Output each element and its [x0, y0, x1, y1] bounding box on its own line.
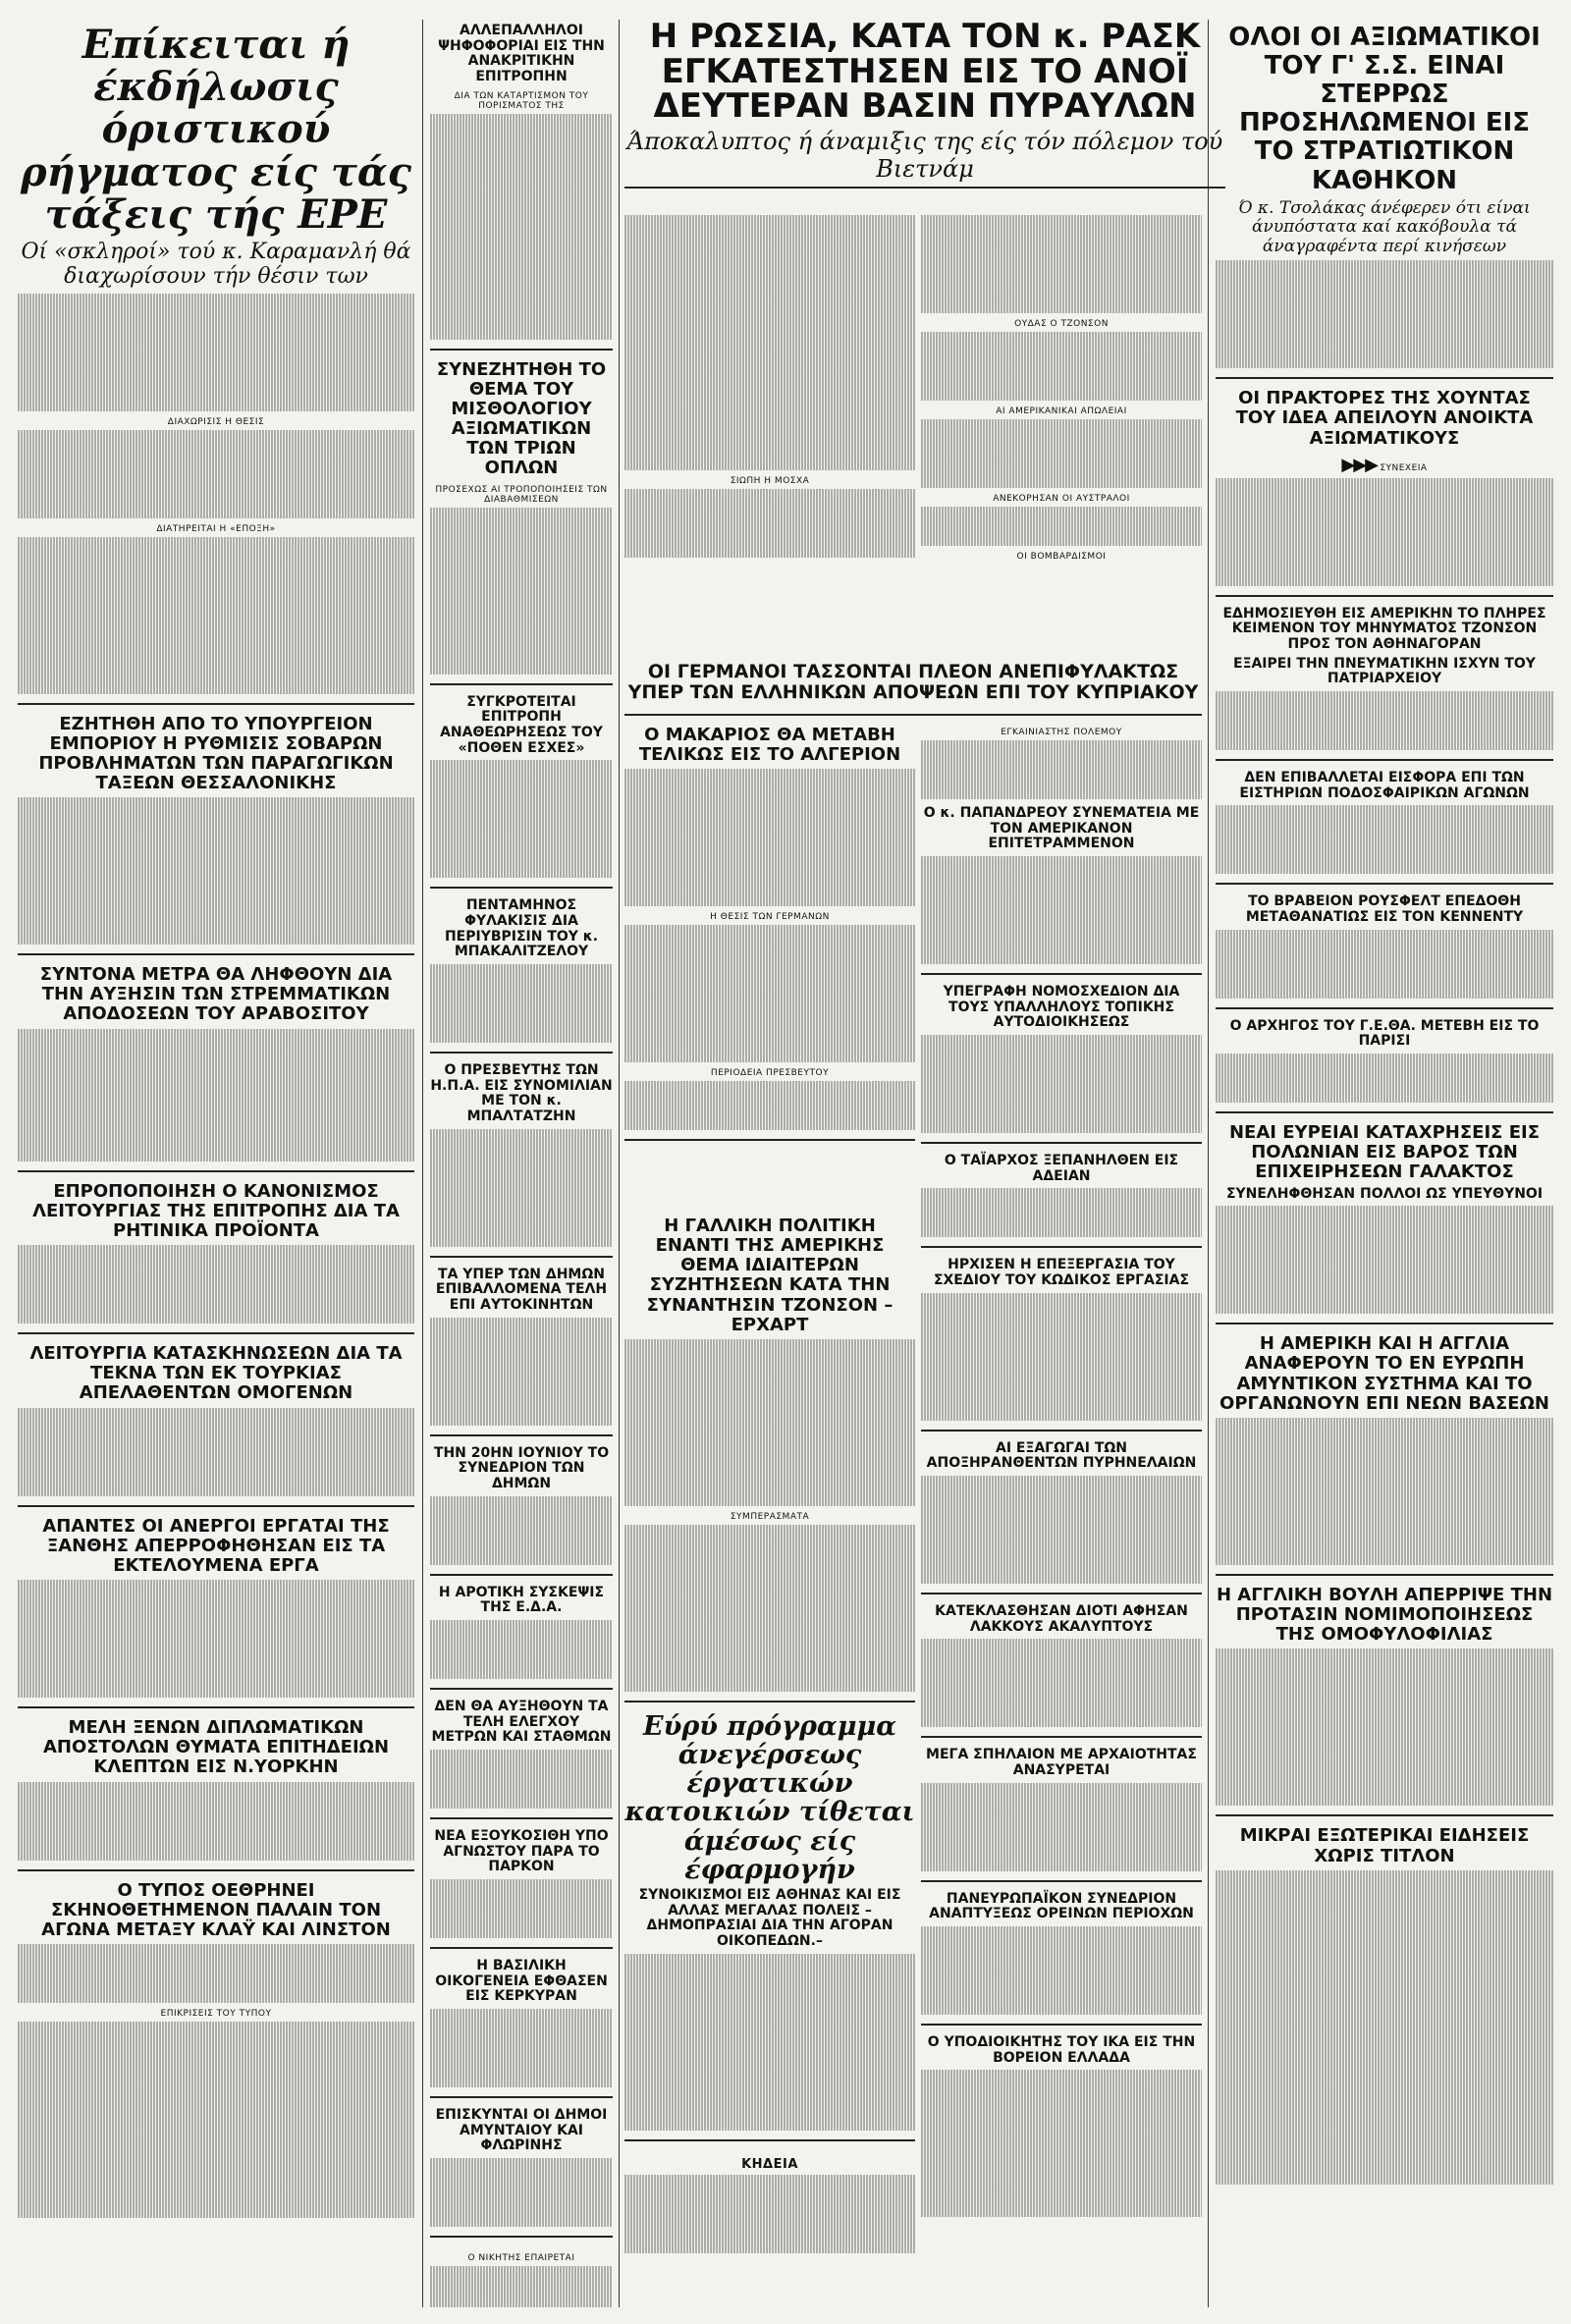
- article: [624, 1708, 915, 2141]
- article: [430, 1582, 613, 1690]
- body-text: [624, 925, 915, 1062]
- article-headline: ΕΠΙΣΚΥΝΤΑΙ ΟΙ ΔΗΜΟΙ ΑΜΥΝΤΑΙΟΥ ΚΑΙ ΦΛΩΡΙΝΗΣ: [435, 2107, 608, 2154]
- body-text: [430, 1318, 613, 1426]
- section-heading: ΠΡΟΣΕΧΩΣ ΑΙ ΤΡΟΠΟΠΟΙΗΣΕΙΣ ΤΩΝ ΔΙΑΒΑΘΜΙΣΕΩΝ: [435, 484, 608, 505]
- article: [624, 2147, 915, 2262]
- article-headline: Ο ΑΡΧΗΓΟΣ ΤΟΥ Γ.Ε.ΘΑ. ΜΕΤΕΒΗ ΕΙΣ ΤΟ ΠΑΡΙΣΙ: [1229, 1017, 1540, 1050]
- body-text: [430, 508, 613, 675]
- section-heading: Ο ΝΙΚΗΤΗΣ ΕΠΑΙΡΕΤΑΙ: [467, 2253, 575, 2264]
- body-text: [921, 332, 1202, 401]
- body-text: [430, 1750, 613, 1809]
- article-headline: ΕΔΗΜΟΣΙΕΥΘΗ ΕΙΣ ΑΜΕΡΙΚΗΝ ΤΟ ΠΛΗΡΕΣ ΚΕΙΜΕΝΟΝ ΤΟΥ ΜΗΝΥΜΑΤΟΣ ΤΖΟΝΣΟΝ ΠΡΟΣ ΤΟΝ ΑΘΗΝΑΓΟΡΑΝ: [1222, 605, 1546, 653]
- article-subheadline: ΕΞΑΙΡΕΙ ΤΗΝ ΠΝΕΥΜΑΤΙΚΗΝ ΙΣΧΥΝ ΤΟΥ ΠΑΤΡΙΑΡΧΕΙΟΥ: [1233, 655, 1536, 687]
- article-subheadline: Ό κ. Τσολάκας άνέφερεν ότι είναι άνυπόστατα καί κακόβουλα τά άναγραφέντα περί κινήσεων: [1238, 197, 1531, 256]
- article-headline: ΟΙ ΓΕΡΜΑΝΟΙ ΤΑΣΣΟΝΤΑΙ ΠΛΕΟΝ ΑΝΕΠΙΦΥΛΑΚΤΩΣ ΥΠΕΡ ΤΩΝ ΕΛΛΗΝΙΚΩΝ ΑΠΟΨΕΩΝ ΕΠΙ ΤΟΥ ΚΥΠΡΙΑΚΟΥ: [627, 661, 1199, 704]
- article-headline: ΔΕΝ ΘΑ ΑΥΞΗΘΟΥΝ ΤΑ ΤΕΛΗ ΕΛΕΓΧΟΥ ΜΕΤΡΩΝ ΚΑΙ ΣΤΑΘΜΩΝ: [431, 1699, 612, 1746]
- section-heading: ΔΙΑΤΗΡΕΙΤΑΙ Η «ΕΠΟΞΗ»: [156, 523, 276, 534]
- lead-headline: Επίκειται ή έκδήλωσις όριστικού ρήγματος είς τάς τάξεις τής ΕΡΕ: [20, 22, 412, 238]
- article: [430, 2243, 613, 2307]
- article: [624, 658, 1202, 716]
- body-text: [624, 2175, 915, 2253]
- article: [18, 1340, 414, 1506]
- section-heading: ΣΥΜΠΕΡΑΣΜΑΤΑ: [730, 1511, 810, 1522]
- article: [430, 1059, 613, 1258]
- body-text: [921, 1639, 1202, 1727]
- body-text: [921, 1926, 1202, 2015]
- article: [1216, 1330, 1553, 1576]
- article: [921, 1744, 1202, 1881]
- body-text: [1216, 691, 1553, 750]
- body-text: [1216, 1870, 1553, 2185]
- column-4-lower: [921, 722, 1202, 2307]
- article-headline: ΤΑ ΥΠΕΡ ΤΩΝ ΔΗΜΩΝ ΕΠΙΒΑΛΛΟΜΕΝΑ ΤΕΛΗ ΕΠΙ ΑΥΤΟΚΙΝΗΤΩΝ: [435, 1266, 608, 1314]
- article-headline: ΥΠΕΓΡΑΦΗ ΝΟΜΟΣΧΕΔΙΟΝ ΔΙΑ ΤΟΥΣ ΥΠΑΛΛΗΛΟΥΣ ΤΟΠΙΚΗΣ ΑΥΤΟΔΙΟΙΚΗΣΕΩΣ: [943, 984, 1180, 1031]
- body-text: [430, 1620, 613, 1679]
- section-heading: ΣΙΩΠΗ Η ΜΟΣΧΑ: [730, 476, 810, 486]
- body-text: [18, 1029, 414, 1162]
- article: [921, 1150, 1202, 1248]
- body-text: [430, 2158, 613, 2227]
- article: [1216, 1822, 1553, 2192]
- article: [1216, 891, 1553, 1008]
- article-headline: ΝΕΑ ΕΞΟΥΚΟΣΙΘΗ ΥΠΟ ΑΓΝΩΣΤΟΥ ΠΑΡΑ ΤΟ ΠΑΡΚΟΝ: [434, 1828, 609, 1875]
- body-text: [18, 1408, 414, 1496]
- section-heading: ΑΝΕΚΟΡΗΣΑΝ ΟΙ ΑΥΣΤΡΑΛΟΙ: [993, 494, 1130, 504]
- article-headline: ΤΟ ΒΡΑΒΕΙΟΝ ΡΟΥΣΦΕΛΤ ΕΠΕΔΟΘΗ ΜΕΤΑΘΑΝΑΤΙΩΣ ΕΙΣ ΤΟΝ ΚΕΝΝΕΝΤΥ: [1245, 893, 1524, 926]
- body-text: [18, 1944, 414, 2003]
- article-headline: Η ΒΑΣΙΛΙΚΗ ΟΙΚΟΓΕΝΕΙΑ ΕΦΘΑΣΕΝ ΕΙΣ ΚΕΡΚΥΡΑΝ: [435, 1958, 608, 2005]
- section-heading: ΟΥΔΑΣ Ο ΤΖΟΝΣΟΝ: [1014, 319, 1109, 329]
- body-text: [1216, 930, 1553, 999]
- article: [921, 1254, 1202, 1431]
- body-text: [18, 537, 414, 694]
- article: [1216, 1015, 1553, 1113]
- section-heading: [1216, 455, 1553, 475]
- body-text: [921, 1783, 1202, 1871]
- article: [1216, 767, 1553, 885]
- banner-article: [624, 17, 1225, 189]
- article: [430, 691, 613, 890]
- body-text: [1216, 1206, 1553, 1314]
- column-2: [430, 20, 613, 2307]
- article-headline: ΕΖΗΤΗΘΗ ΑΠΟ ΤΟ ΥΠΟΥΡΓΕΙΟΝ ΕΜΠΟΡΙΟΥ Η ΡΥΘΜΙΣΙΣ ΣΟΒΑΡΩΝ ΠΡΟΒΛΗΜΑΤΩΝ ΤΩΝ ΠΑΡΑΓΩΓΙΚΩΝ ΤΑΞΕΩΝ ΘΕΣΣΑΛΟΝΙΚΗΣ: [38, 713, 394, 793]
- lead-article: [1216, 20, 1553, 379]
- body-text: [1216, 260, 1553, 368]
- section-heading: ΟΙ ΒΟΜΒΑΡΔΙΣΜΟΙ: [1016, 552, 1107, 562]
- body-text: [430, 760, 613, 878]
- article: [430, 356, 613, 685]
- article: [624, 1213, 915, 1702]
- article: [18, 1178, 414, 1334]
- article-subheadline: ΣΥΝΕΛΗΦΘΗΣΑΝ ΠΟΛΛΟΙ ΩΣ ΥΠΕΥΘΥΝΟΙ: [1225, 1185, 1544, 1202]
- body-text: [921, 1293, 1202, 1421]
- article-headline: ΜΙΚΡΑΙ ΕΞΩΤΕΡΙΚΑΙ ΕΙΔΗΣΕΙΣ ΧΩΡΙΣ ΤΙΤΛΟΝ: [1239, 1825, 1530, 1866]
- article-headline: Η ΓΑΛΛΙΚΗ ΠΟΛΙΤΙΚΗ ΕΝΑΝΤΙ ΤΗΣ ΑΜΕΡΙΚΗΣ ΘΕΜΑ ΙΔΙΑΙΤΕΡΩΝ ΣΥΖΗΤΗΣΕΩΝ ΚΑΤΑ ΤΗΝ ΣΥΝΑΝΤΗΣΙΝ ΤΖΟΝΣΟΝ – ΕΡΧΑΡΤ: [646, 1216, 894, 1335]
- body-text: [624, 1339, 915, 1506]
- section-heading: ΔΙΑ ΤΩΝ ΚΑΤΑΡΤΙΣΜΟΝ ΤΟΥ ΠΟΡΙΣΜΑΤΟΣ ΤΗΣ: [454, 90, 589, 111]
- article-headline: ΣΥΝΕΖΗΤΗΘΗ ΤΟ ΘΕΜΑ ΤΟΥ ΜΙΣΘΟΛΟΓΙΟΥ ΑΞΙΩΜΑΤΙΚΩΝ ΤΩΝ ΤΡΙΩΝ ΟΠΛΩΝ: [436, 358, 607, 479]
- article: [430, 1442, 613, 1576]
- body-text: [1216, 1418, 1553, 1565]
- body-text: [1216, 805, 1553, 874]
- article-headline: ΣΥΝΤΟΝΑ ΜΕΤΡΑ ΘΑ ΛΗΦΘΟΥΝ ΔΙΑ ΤΗΝ ΑΥΞΗΣΙΝ ΤΩΝ ΣΤΡΕΜΜΑΤΙΚΩΝ ΑΠΟΔΟΣΕΩΝ ΤΟΥ ΑΡΑΒΟΣΙΤΟΥ: [39, 964, 393, 1025]
- article: [921, 1600, 1202, 1738]
- body-text: [18, 1782, 414, 1861]
- article-headline: ΑΙ ΕΞΑΓΩΓΑΙ ΤΩΝ ΑΠΟΞΗΡΑΝΘΕΝΤΩΝ ΠΥΡΗΝΕΛΑΙΩΝ: [926, 1439, 1197, 1472]
- body-text: [1216, 1054, 1553, 1103]
- article: [430, 1696, 613, 1819]
- body-text: [921, 1035, 1202, 1133]
- body-text: [624, 1525, 915, 1692]
- article: [430, 894, 613, 1054]
- article-headline: Ο ΤΥΠΟΣ ΟΕΘΡΗΝΕΙ ΣΚΗΝΟΘΕΤΗΜΕΝΟΝ ΠΑΛΑΙΝ ΤΟΝ ΑΓΩΝΑ ΜΕΤΑΞΥ ΚΛΑΫ ΚΑΙ ΛΙΝΣΤΟΝ: [41, 1879, 391, 1940]
- article-headline: ΗΡΧΙΣΕΝ Η ΕΠΕΞΕΡΓΑΣΙΑ ΤΟΥ ΣΧΕΔΙΟΥ ΤΟΥ ΚΩΔΙΚΟΣ ΕΡΓΑΣΙΑΣ: [933, 1257, 1190, 1289]
- article: [18, 1877, 414, 2227]
- article: [921, 1888, 1202, 2026]
- article-headline: ΣΥΓΚΡΟΤΕΙΤΑΙ ΕΠΙΤΡΟΠΗ ΑΝΑΘΕΩΡΗΣΕΩΣ ΤΟΥ «ΠΟΘΕΝ ΕΣΧΕΣ»: [440, 693, 603, 756]
- body-text: [430, 1879, 613, 1938]
- column-3-mid: [624, 1213, 915, 2307]
- body-text: [921, 2070, 1202, 2217]
- article: [430, 1264, 613, 1436]
- article-headline: ΛΕΙΤΟΥΡΓΙΑ ΚΑΤΑΣΚΗΝΩΣΕΩΝ ΔΙΑ ΤΑ ΤΕΚΝΑ ΤΩΝ ΕΚ ΤΟΥΡΚΙΑΣ ΑΠΕΛΑΘΕΝΤΩΝ ΟΜΟΓΕΝΩΝ: [29, 1343, 403, 1404]
- article-headline: Η ΑΓΓΛΙΚΗ ΒΟΥΛΗ ΑΠΕΡΡΙΨΕ ΤΗΝ ΠΡΟΤΑΣΙΝ ΝΟΜΙΜΟΠΟΙΗΣΕΩΣ ΤΗΣ ΟΜΟΦΥΛΟΦΙΛΙΑΣ: [1216, 1584, 1553, 1646]
- article-headline: ΟΛΟΙ ΟΙ ΑΞΙΩΜΑΤΙΚΟΙ ΤΟΥ Γ' Σ.Σ. ΕΙΝΑΙ ΣΤΕΡΡΩΣ ΠΡΟΣΗΛΩΜΕΝΟΙ ΕΙΣ ΤΟ ΣΤΡΑΤΙΩΤΙΚΟΝ ΚΑΘΗΚΟΝ: [1228, 23, 1541, 195]
- section-heading: ΑΙ ΑΜΕΡΙΚΑΝΙΚΑΙ ΑΠΩΛΕΙΑΙ: [996, 406, 1127, 416]
- arrow-marker-icon: ▶▶▶: [1341, 454, 1377, 475]
- article: [430, 1825, 613, 1949]
- article-headline: Ο ΤΑΪΑΡΧΟΣ ΞΕΠΑΝΗΛΘΕΝ ΕΙΣ ΑΔΕΙΑΝ: [944, 1153, 1179, 1184]
- article: [1216, 1119, 1553, 1324]
- column-rule: [422, 20, 423, 2307]
- column-rule: [619, 20, 620, 2307]
- body-text: [921, 507, 1202, 546]
- lead-article: [18, 20, 414, 705]
- article: [921, 981, 1202, 1144]
- section-heading: Η ΘΕΣΙΣ ΤΩΝ ΓΕΡΜΑΝΩΝ: [710, 912, 830, 923]
- article: [921, 2031, 1202, 2226]
- article-headline: Ο ΠΡΕΣΒΕΥΤΗΣ ΤΩΝ Η.Π.Α. ΕΙΣ ΣΥΝΟΜΙΛΙΑΝ ΜΕ ΤΟΝ κ. ΜΠΑΛΤΑΤΖΗΝ: [430, 1062, 613, 1125]
- body-text: [1216, 1648, 1553, 1806]
- article-headline: ΝΕΑΙ ΕΥΡΕΙΑΙ ΚΑΤΑΧΡΗΣΕΙΣ ΕΙΣ ΠΟΛΩΝΙΑΝ ΕΙΣ ΒΑΡΟΣ ΤΩΝ ΕΠΙΧΕΙΡΗΣΕΩΝ ΓΑΛΑΚΤΟΣ: [1228, 1122, 1541, 1183]
- body-text: [430, 114, 613, 340]
- section-heading: ΕΠΙΚΡΙΣΕΙΣ ΤΟΥ ΤΥΠΟΥ: [160, 2008, 272, 2019]
- newspaper-page: [18, 17, 1553, 2307]
- section-heading: ΔΙΑΧΩΡΙΣΙΣ Η ΘΕΣΙΣ: [167, 416, 265, 427]
- column-1: [18, 20, 414, 2307]
- section-heading: ΕΓΚΑΙΝΙΑΣΤΗΣ ΠΟΛΕΜΟΥ: [1001, 728, 1122, 737]
- article-headline: ΠΑΝΕΥΡΩΠΑΪΚΟΝ ΣΥΝΕΔΡΙΟΝ ΑΝΑΠΤΥΞΕΩΣ ΟΡΕΙΝΩΝ ΠΕΡΙΟΧΩΝ: [929, 1890, 1194, 1922]
- article: [921, 1437, 1202, 1594]
- body-text: [430, 1496, 613, 1565]
- article-headline: Ο ΜΑΚΑΡΙΟΣ ΘΑ ΜΕΤΑΒΗ ΤΕΛΙΚΩΣ ΕΙΣ ΤΟ ΑΛΓΕΡΙΟΝ: [638, 725, 901, 766]
- body-text: [624, 215, 915, 470]
- article-headline: ΜΕΓΑ ΣΠΗΛΑΙΟΝ ΜΕ ΑΡΧΑΙΟΤΗΤΑΣ ΑΝΑΣΥΡΕΤΑΙ: [926, 1747, 1197, 1779]
- article: [430, 2104, 613, 2238]
- article-headline: ΔΕΝ ΕΠΙΒΑΛΛΕΤΑΙ ΕΙΣΦΟΡΑ ΕΠΙ ΤΩΝ ΕΙΣΤΗΡΙΩΝ ΠΟΔΟΣΦΑΙΡΙΚΩΝ ΑΓΩΝΩΝ: [1239, 770, 1530, 801]
- section-heading: ΚΗΔΕΙΑ: [741, 2156, 798, 2172]
- article-headline: ΕΠΡΟΠΟΠΟΙΗΣΗ Ο ΚΑΝΟΝΙΣΜΟΣ ΛΕΙΤΟΥΡΓΙΑΣ ΤΗΣ ΕΠΙΤΡΟΠΗΣ ΔΙΑ ΤΑ ΡΗΤΙΝΙΚΑ ΠΡΟΪΟΝΤΑ: [32, 1180, 400, 1241]
- article-headline: ΚΑΤΕΚΛΑΣΘΗΣΑΝ ΔΙΟΤΙ ΑΦΗΣΑΝ ΛΑΚΚΟΥΣ ΑΚΑΛΥΠΤΟΥΣ: [935, 1603, 1188, 1635]
- article: [18, 961, 414, 1171]
- body-text: [624, 489, 915, 558]
- article-headline: Ο κ. ΠΑΠΑΝΔΡΕΟΥ ΣΥΝΕΜΑΤΕΙΑ ΜΕ ΤΟΝ ΑΜΕΡΙΚΑΝΟΝ ΕΠΙΤΕΤΡΑΜΜΕΝΟΝ: [923, 805, 1200, 852]
- article-headline: ΑΛΛΕΠΑΛΛΗΛΟΙ ΨΗΦΟΦΟΡΙΑΙ ΕΙΣ ΤΗΝ ΑΝΑΚΡΙΤΙΚΗΝ ΕΠΙΤΡΟΠΗΝ: [438, 23, 605, 85]
- article: [18, 711, 414, 956]
- body-text: [624, 1081, 915, 1130]
- article-headline: ΜΕΛΗ ΞΕΝΩΝ ΔΙΠΛΩΜΑΤΙΚΩΝ ΑΠΟΣΤΟΛΩΝ ΘΥΜΑΤΑ ΕΠΙΤΗΔΕΙΩΝ ΚΛΕΠΤΩΝ ΕΙΣ Ν.ΥΟΡΚΗΝ: [42, 1717, 390, 1778]
- body-text: [921, 856, 1202, 964]
- body-text: [430, 964, 613, 1043]
- body-text: [921, 1188, 1202, 1237]
- article-headline: Η ΑΜΕΡΙΚΗ ΚΑΙ Η ΑΓΓΛΙΑ ΑΝΑΦΕΡΟΥΝ ΤΟ ΕΝ ΕΥΡΩΠΗ ΑΜΥΝΤΙΚΟΝ ΣΥΣΤΗΜΑ ΚΑΙ ΤΟ ΟΡΓΑΝΩΝΟΥΝ ΕΠΙ ΝΕΩΝ ΒΑΣΕΩΝ: [1219, 1333, 1549, 1414]
- body-text: [430, 2009, 613, 2087]
- section-label: ΣΥΝΕΧΕΙΑ: [1380, 462, 1428, 473]
- article: [18, 1513, 414, 1708]
- article-headline: ΑΠΑΝΤΕΣ ΟΙ ΑΝΕΡΓΟΙ ΕΡΓΑΤΑΙ ΤΗΣ ΞΑΝΘΗΣ ΑΠΕΡΡΟΦΗΘΗΣΑΝ ΕΙΣ ΤΑ ΕΚΤΕΛΟΥΜΕΝΑ ΕΡΓΑ: [42, 1515, 390, 1576]
- article: [921, 802, 1202, 975]
- body-text: [624, 1954, 915, 2131]
- article: [18, 1714, 414, 1870]
- body-text: [430, 2266, 613, 2307]
- body-text: [921, 740, 1202, 799]
- article-headline: ΤΗΝ 20ΗΝ ΙΟΥΝΙΟΥ ΤΟ ΣΥΝΕΔΡΙΟΝ ΤΩΝ ΔΗΜΩΝ: [433, 1444, 610, 1492]
- body-text: [624, 769, 915, 906]
- article-headline: ΟΙ ΠΡΑΚΤΟΡΕΣ ΤΗΣ ΧΟΥΝΤΑΣ ΤΟΥ ΙΔΕΑ ΑΠΕΙΛΟΥΝ ΑΝΟΙΚΤΑ ΑΞΙΩΜΑΤΙΚΟΥΣ: [1235, 388, 1534, 449]
- column-5: [1216, 20, 1553, 2307]
- body-text: [18, 1245, 414, 1324]
- body-text: [18, 294, 414, 411]
- article-headline: Η ΑΡΟΤΙΚΗ ΣΥΣΚΕΨΙΣ ΤΗΣ Ε.Δ.Α.: [438, 1584, 605, 1616]
- body-text: [18, 797, 414, 945]
- body-text: [921, 419, 1202, 488]
- column-rule: [1208, 20, 1209, 2307]
- article-headline: Ο ΥΠΟΔΙΟΙΚΗΤΗΣ ΤΟΥ ΙΚΑ ΕΙΣ ΤΗΝ ΒΟΡΕΙΟΝ ΕΛΛΑΔΑ: [927, 2034, 1196, 2066]
- article: [1216, 1582, 1553, 1816]
- lead-subheadline: Οί «σκληροί» τού κ. Καραμανλή θά διαχωρίσουν τήν θέσιν των: [21, 239, 411, 290]
- body-text: [921, 215, 1202, 313]
- article: [1216, 385, 1553, 596]
- body-text: [18, 1580, 414, 1698]
- body-text: [921, 1476, 1202, 1584]
- article-headline: ΠΕΝΤΑΜΗΝΟΣ ΦΥΛΑΚΙΣΙΣ ΔΙΑ ΠΕΡΙΥΒΡΙΣΙΝ ΤΟΥ κ. ΜΠΑΚΑΛΙΤΖΕΛΟΥ: [444, 897, 599, 960]
- section-heading: ΠΕΡΙΟΔΕΙΑ ΠΡΕΣΒΕΥΤΟΥ: [710, 1068, 830, 1079]
- body-text: [18, 430, 414, 518]
- article: [430, 20, 613, 351]
- body-text: [18, 2022, 414, 2218]
- article: [430, 1955, 613, 2098]
- article: [1216, 603, 1553, 761]
- article: [624, 722, 915, 1141]
- body-text: [430, 1129, 613, 1247]
- body-text: [1216, 478, 1553, 586]
- article-subheadline: ΣΥΝΟΙΚΙΣΜΟΙ ΕΙΣ ΑΘΗΝΑΣ ΚΑΙ ΕΙΣ ΑΛΛΑΣ ΜΕΓΑΛΑΣ ΠΟΛΕΙΣ – ΔΗΜΟΠΡΑΣΙΑΙ ΔΙΑ ΤΗΝ ΑΓΟΡΑΝ ΟΙΚΟΠΕΔΩΝ.–: [638, 1886, 901, 1949]
- article-headline: Εύρύ πρόγραμμα άνεγέρσεως έργατικών κατοικιών τίθεται άμέσως είς έφαρμογήν: [624, 1710, 915, 1885]
- banner-subheadline: Άποκαλυπτος ή άναμιξις της είς τόν πόλεμον τού Βιετνάμ: [626, 128, 1223, 183]
- banner-headline: Η ΡΩΣΣΙΑ, ΚΑΤΑ ΤΟΝ κ. ΡΑΣΚ ΕΓΚΑΤΕΣΤΗΣΕΝ ΕΙΣ ΤΟ ΑΝΟΪ ΔΕΥΤΕΡΑΝ ΒΑΣΙΝ ΠΥΡΑΥΛΩΝ: [649, 17, 1201, 127]
